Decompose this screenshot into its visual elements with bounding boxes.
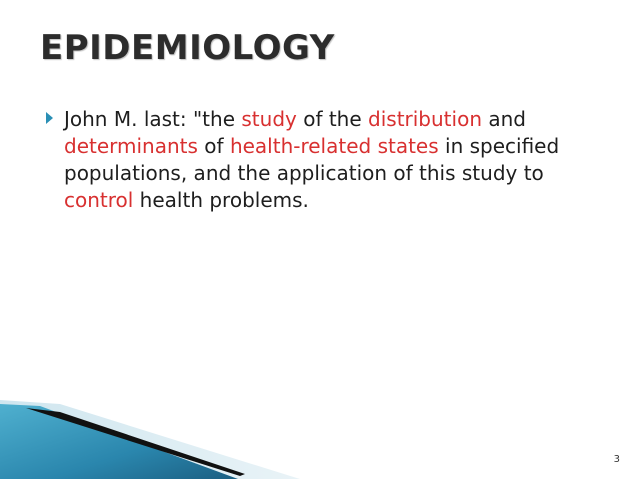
page-number: 3 xyxy=(613,454,620,465)
text-segment: of the xyxy=(296,107,369,131)
text-segment: of xyxy=(197,134,230,158)
bullet-text xyxy=(64,106,604,214)
bullet-arrow-icon xyxy=(46,112,53,124)
highlight-health-related-states: health-related states xyxy=(229,134,439,158)
text-segment: in specified populations, and the application of this study to xyxy=(64,134,560,185)
slide-title: EPIDEMIOLOGY xyxy=(40,28,335,68)
text-segment: John M. last: "the xyxy=(64,107,242,131)
highlight-study: study xyxy=(241,107,297,131)
highlight-determinants: determinants xyxy=(64,134,198,158)
highlight-control: control xyxy=(64,188,134,212)
text-segment: and xyxy=(482,107,526,131)
highlight-distribution: distribution xyxy=(368,107,482,131)
corner-blue-band xyxy=(0,404,238,479)
text-segment: health problems. xyxy=(133,188,309,212)
